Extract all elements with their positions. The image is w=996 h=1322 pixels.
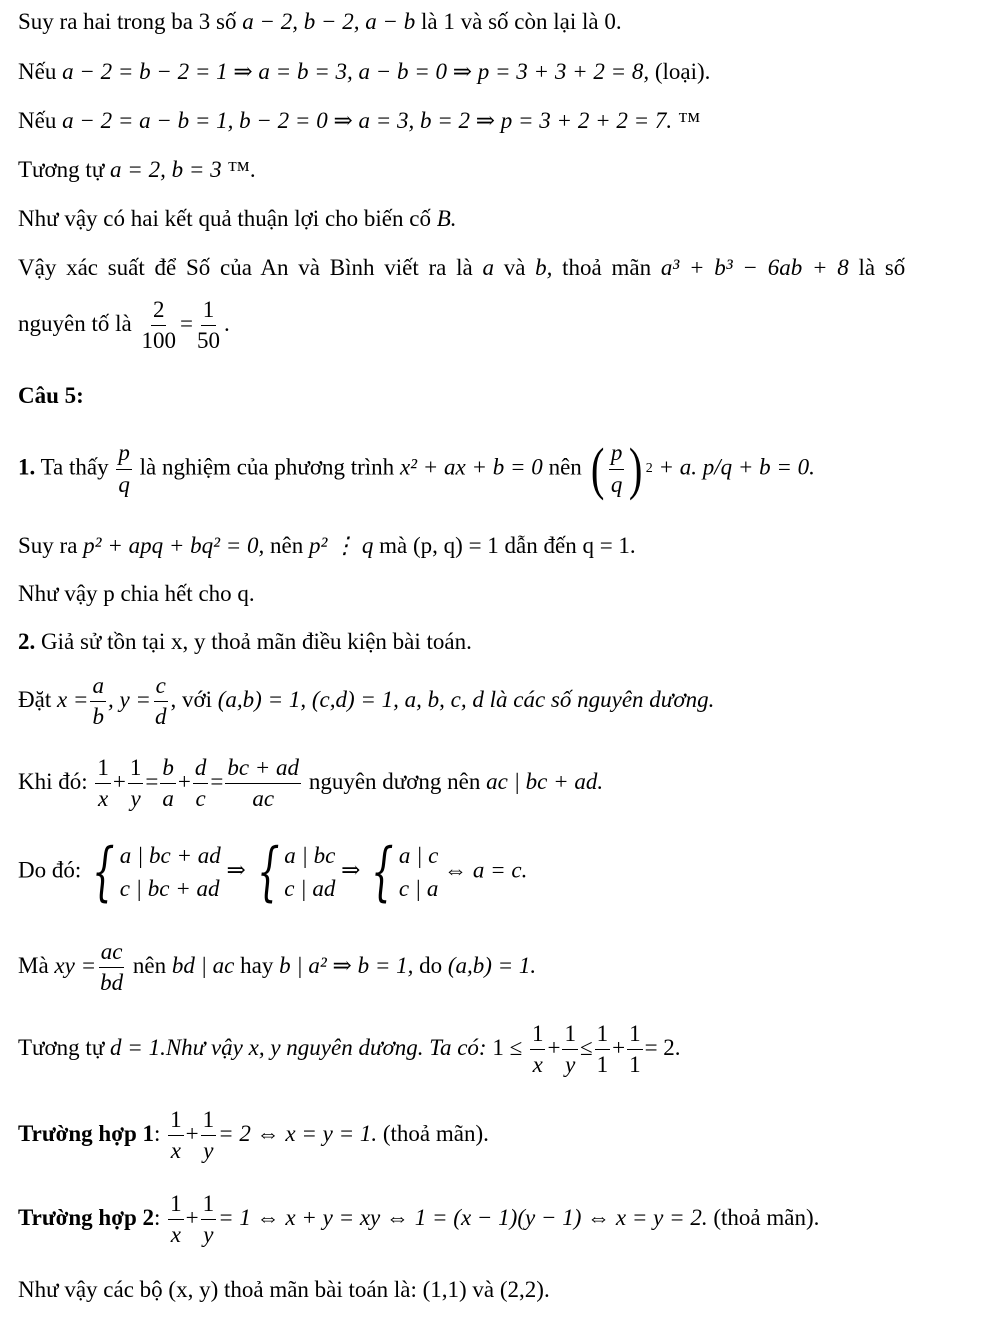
case-label: Trường hợp 1 <box>18 1120 154 1146</box>
text: Vậy xác suất để Số của An và Bình viết ra là <box>18 255 473 280</box>
text: là 1 và số còn lại là 0. <box>421 9 622 34</box>
math: p² + apq + bq² = 0, <box>83 533 265 558</box>
numerator: 2 <box>151 298 167 326</box>
line-do-do: Do đó: { a | bc + ad c | bc + ad ⇒ { a | bc c | ad ⇒ { a | c c | a ⇔ a = c. <box>18 835 528 909</box>
math: ac | bc + ad. <box>486 768 604 794</box>
denominator: q <box>118 471 130 497</box>
math: b, <box>535 255 553 280</box>
denominator: 100 <box>141 328 176 354</box>
denominator: 50 <box>196 328 220 354</box>
system: { a | c c | a <box>371 835 439 909</box>
math: (a,b) = 1. <box>447 952 537 978</box>
math: a³ + b³ − 6ab + 8 <box>660 255 849 280</box>
text: Đặt <box>18 686 52 712</box>
text: mà (p, q) = 1 dẫn đến q = 1. <box>379 533 636 558</box>
math: a = 2, b = 3 <box>110 157 222 182</box>
case-label: Trường hợp 2 <box>18 1204 154 1230</box>
system: { a | bc c | ad <box>256 835 336 909</box>
fraction: $\frac{1}{x}$ <box>97 755 109 812</box>
text: nguyên dương nên <box>308 768 481 794</box>
paren-expression: ( p q ) 2 <box>590 436 653 501</box>
fraction: $\frac{1}{x}$ <box>170 1191 182 1248</box>
text: Như vậy x, y nguyên dương. Ta có: <box>165 1034 487 1060</box>
text: Nếu <box>18 59 57 84</box>
line-3 <box>18 109 700 132</box>
line-khi-do: Khi đó: $\frac{1}{x}$ + $\frac{1}{y}$ = $\frac{b}{a}$ + $\frac{d}{c}$ = $\frac{bc + ad}{ac}$ nguyên dương nên ac | bc + ad. <box>18 755 604 812</box>
text: nên <box>270 533 304 558</box>
text: Suy ra <box>18 533 78 558</box>
math: B. <box>436 206 457 231</box>
fraction: $\frac{1}{x}$ <box>531 1021 544 1078</box>
fraction: $\frac{d}{c}$ <box>194 755 207 812</box>
text: Mà <box>18 952 49 978</box>
math: bd | ac <box>171 952 235 978</box>
text: với <box>181 686 212 712</box>
text: ™. <box>227 157 256 182</box>
fraction: $\frac{ac}{bd}$ <box>100 939 124 996</box>
line-chia-het: Như vậy p chia hết cho q. <box>18 581 255 606</box>
fraction: $\frac{1}{1}$ <box>629 1021 641 1078</box>
line-dat: Đặt x = $\frac{a}{b}$ , y = $\frac{c}{d}$ , với (a,b) = 1, (c,d) = 1, a, b, c, d là các số nguyên dương. <box>18 673 715 730</box>
text: do <box>419 952 443 978</box>
fraction: $\frac{1}{y}$ <box>129 755 142 812</box>
text: (thoả mãn). <box>713 1204 820 1230</box>
fraction: $\frac{bc + ad}{ac}$ <box>227 755 300 812</box>
math: a <box>482 255 494 280</box>
fraction: $\frac{1}{y}$ <box>202 1191 215 1248</box>
fraction: $\frac{c}{d}$ <box>154 673 167 730</box>
fraction: $\frac{1}{y}$ <box>202 1107 215 1164</box>
line-suy-ra <box>18 534 636 557</box>
system: { a | bc + ad c | bc + ad <box>92 835 221 909</box>
math: a − 2 = a − b = 1, b − 2 = 0 ⇒ a = 3, b = 2 ⇒ p = 3 + 2 + 2 = 7. <box>62 108 673 133</box>
math: (a,b) = 1, (c,d) = 1, <box>217 686 399 712</box>
math: x² + ax + b = 0 <box>399 454 543 480</box>
fraction <box>116 441 132 496</box>
text: a, b, c, d là các số nguyên dương. <box>404 686 715 712</box>
line-case-2: Trường hợp 2: $\frac{1}{x}$ + $\frac{1}{y}$ = 1 ⇔ x + y = xy ⇔ 1 = (x − 1)(y − 1) ⇔ x = y = 2. (thoả mãn). <box>18 1191 820 1248</box>
line-6 <box>18 256 905 279</box>
text: Nếu <box>18 108 57 133</box>
line-tuong-tu: Tương tự d = 1.Như vậy x, y nguyên dương. Ta có: 1 ≤ $\frac{1}{x}$ + $\frac{1}{y}$ ≤ $\frac{1}{1}$ + $\frac{1}{1}$ = 2. <box>18 1021 681 1078</box>
text: Ta thấy <box>40 454 109 480</box>
line-conclusion: Như vậy các bộ (x, y) thoả mãn bài toán là: (1,1) và (2,2). <box>18 1277 550 1302</box>
math: = 2 ⇔ x = y = 1. <box>218 1120 378 1146</box>
part-number: 2. <box>18 629 36 654</box>
math: = 2. <box>644 1034 681 1060</box>
text: Như vậy có hai kết quả thuận lợi cho biến cố <box>18 206 431 231</box>
fraction: $\frac{b}{a}$ <box>162 755 174 812</box>
part-1-line <box>18 436 815 501</box>
fraction: $\frac{1}{y}$ <box>564 1021 576 1078</box>
math: p² ⋮ q <box>309 533 374 558</box>
part-2-line <box>18 630 472 653</box>
text: nên <box>548 454 582 480</box>
text: thoả mãn <box>562 255 652 280</box>
fraction: $\frac{a}{b}$ <box>92 673 104 730</box>
math: b | a² ⇒ b = 1, <box>279 952 414 978</box>
numerator: p <box>116 441 132 469</box>
text: Khi đó: <box>18 768 88 794</box>
text: Tương tự <box>18 1034 105 1060</box>
text: Do đó: <box>18 857 82 883</box>
text: nguyên tố là <box>18 310 132 336</box>
text: hay <box>240 952 274 978</box>
text: Giả sử tồn tại x, y thoả mãn điều kiện bài toán. <box>41 629 472 654</box>
line-7: nguyên tố là $\frac{2}{100}$ = $\frac{1}{50}$ . <box>18 297 230 354</box>
line-1 <box>18 10 622 33</box>
line-2 <box>18 60 710 83</box>
line-ma: Mà xy = $\frac{ac}{bd}$ nên bd | ac hay b | a² ⇒ b = 1, do (a,b) = 1. <box>18 939 537 996</box>
fraction: $\frac{1}{1}$ <box>596 1021 609 1078</box>
math: a − 2, b − 2, a − b <box>242 9 416 34</box>
text: Tương tự <box>18 157 105 182</box>
text: và <box>503 255 526 280</box>
question-title: Câu 5: <box>18 383 84 408</box>
math: = 1 ⇔ x + y = xy ⇔ 1 = (x − 1)(y − 1) ⇔ x = y = 2. <box>218 1204 708 1230</box>
line-case-1: Trường hợp 1: $\frac{1}{x}$ + $\frac{1}{y}$ = 2 ⇔ x = y = 1. (thoả mãn). <box>18 1107 489 1164</box>
math: + a. p/q + b = 0. <box>658 454 815 480</box>
text: (thoả mãn). <box>382 1120 489 1146</box>
text: Suy ra hai trong ba 3 số <box>18 9 237 34</box>
fraction: p q <box>610 440 623 497</box>
line-5 <box>18 207 457 230</box>
text: nên <box>132 952 167 978</box>
text: là số <box>858 255 906 280</box>
math: a − 2 = b − 2 = 1 ⇒ a = b = 3, a − b = 0 ⇒ p = 3 + 3 + 2 = 8, <box>62 59 650 84</box>
numerator: 1 <box>201 298 217 326</box>
fraction: $\frac{1}{x}$ <box>170 1107 182 1164</box>
text: là nghiệm của phương trình <box>139 454 395 480</box>
part-number: 1. <box>18 454 36 480</box>
math: d = 1. <box>110 1034 166 1060</box>
text: ™ <box>677 108 701 133</box>
text: (loại). <box>654 59 711 84</box>
math: ⇔ a = c. <box>444 857 528 883</box>
fraction <box>139 298 178 353</box>
fraction <box>195 298 222 353</box>
line-4 <box>18 158 256 181</box>
